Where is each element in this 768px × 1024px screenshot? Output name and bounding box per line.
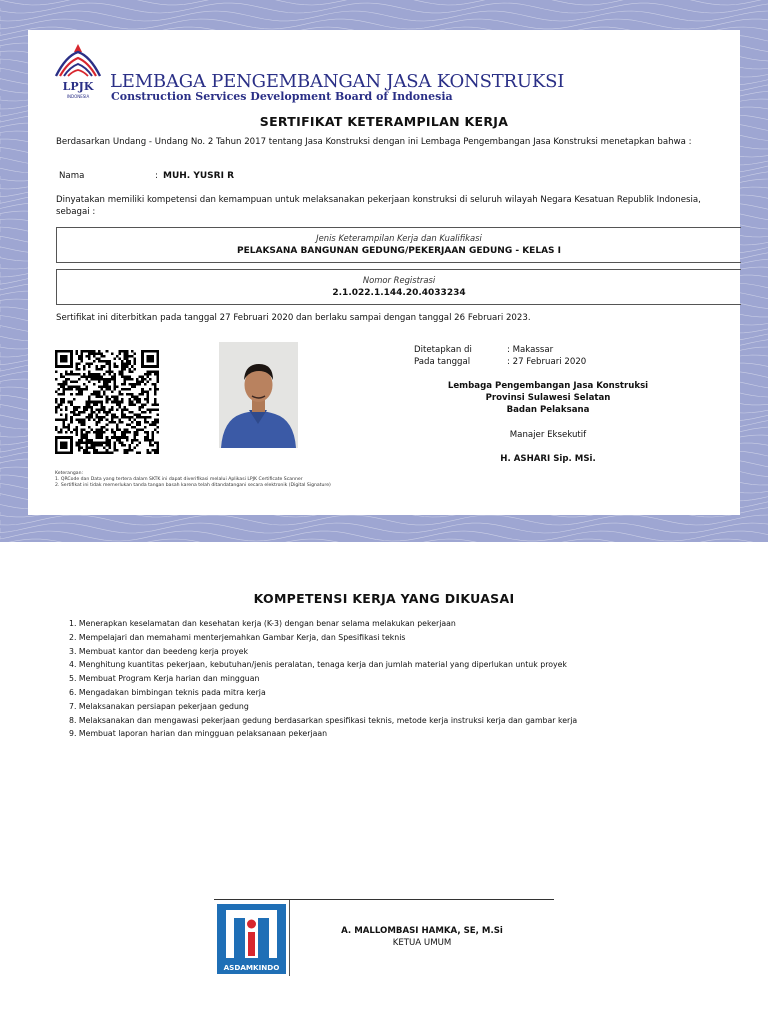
list-item: 6. Mengadakan bimbingan teknis pada mitra kerja <box>69 687 266 697</box>
issuer-signatory: H. ASHARI Sip. MSi. <box>500 454 596 464</box>
issuer-position: Manajer Eksekutif <box>509 430 587 440</box>
note-item: 1. QRCode dan Data yang tertera dalam SKTK ini dapat diverifikasi melalui Aplikasi LPJK Certificate Scanner <box>55 477 303 482</box>
skill-value: PELAKSANA BANGUNAN GEDUNG/PEKERJAAN GEDUNG - KELAS I <box>237 246 561 256</box>
org-name: LEMBAGA PENGEMBANGAN JASA KONSTRUKSI <box>110 71 565 92</box>
skill-label: Jenis Keterampilan Kerja dan Kualifikasi <box>316 233 482 243</box>
signature-divider <box>214 899 554 900</box>
list-item: 4. Menghitung kuantitas pekerjaan, kebutuhan/jenis peralatan, tenaga kerja dan jumlah material yang diperlukan untuk proyek <box>69 660 567 670</box>
name-separator: : <box>155 171 158 181</box>
issuer-line-3: Badan Pelaksana <box>506 405 590 415</box>
notes-heading: Keterangan: <box>55 471 84 476</box>
association-signatory: A. MALLOMBASI HAMKA, SE, M.Si <box>341 926 503 936</box>
list-item: 5. Membuat Program Kerja harian dan mingguan <box>69 674 260 684</box>
list-item: 8. Melaksanakan dan mengawasi pekerjaan gedung berdasarkan spesifikasi teknis, metode kerja instruksi kerja dan gambar kerja <box>69 715 578 725</box>
asdamkindo-logo-text: ASDAMKINDO <box>223 963 280 972</box>
certificate-card <box>28 30 740 515</box>
association-position: KETUA UMUM <box>392 938 452 948</box>
declaration-text: Dinyatakan memiliki kompetensi dan kemampuan untuk melaksanakan pekerjaan konstruksi di seluruh wilayah Negara Kesatuan Republik Indonesia, sebagai : <box>56 195 701 217</box>
place-value: : Makassar <box>507 345 554 355</box>
asdamkindo-logo-icon <box>217 904 286 974</box>
competencies-title: KOMPETENSI KERJA YANG DIKUASAI <box>253 591 515 606</box>
place-label: Ditetapkan di <box>414 345 472 355</box>
certificate-title: SERTIFIKAT KETERAMPILAN KERJA <box>259 114 509 129</box>
validity-text: Sertifikat ini diterbitkan pada tanggal 27 Februari 2020 dan berlaku sampai dengan tanggal 26 Februari 2023. <box>56 313 531 323</box>
list-item: 9. Membuat laporan harian dan mingguan pelaksanaan pekerjaan <box>69 729 328 739</box>
registration-value: 2.1.022.1.144.20.4033234 <box>332 288 466 298</box>
competencies-list <box>69 617 577 741</box>
intro-text: Berdasarkan Undang - Undang No. 2 Tahun 2017 tentang Jasa Konstruksi dengan ini Lembaga Pengembangan Jasa Konstruksi menetapkan bahwa : <box>56 137 692 147</box>
logo-subtext: INDONESIA <box>66 94 90 99</box>
registration-box <box>56 269 741 305</box>
list-item: 1. Menerapkan keselamatan dan kesehatan kerja (K-3) dengan benar selama melakukan pekerjaan <box>69 619 456 628</box>
lpjk-logo-icon <box>52 42 104 104</box>
registration-label: Nomor Registrasi <box>362 275 436 285</box>
qr-code-icon <box>55 350 159 454</box>
name-label: Nama <box>59 171 85 181</box>
list-item: 3. Membuat kantor dan beedeng kerja proyek <box>69 646 248 656</box>
org-name-en: Construction Services Development Board of Indonesia <box>111 90 453 103</box>
note-item: 2. Sertifikat ini tidak memerlukan tanda tangan basah karena telah ditandatangani secara elektronik (Digital Signature) <box>55 483 331 488</box>
logo-text: LPJK <box>62 80 94 93</box>
date-label: Pada tanggal <box>414 357 471 367</box>
notes <box>55 471 331 489</box>
date-value: : 27 Februari 2020 <box>507 357 587 367</box>
holder-photo <box>219 342 298 448</box>
skill-box <box>56 227 741 263</box>
name-value: MUH. YUSRI R <box>163 171 234 181</box>
issuer-line-2: Provinsi Sulawesi Selatan <box>485 393 611 403</box>
list-item: 2. Mempelajari dan memahami menterjemahkan Gambar Kerja, dan Spesifikasi teknis <box>69 632 406 642</box>
issuer-line-1: Lembaga Pengembangan Jasa Konstruksi <box>447 381 649 391</box>
list-item: 7. Melaksanakan persiapan pekerjaan gedung <box>69 701 249 711</box>
